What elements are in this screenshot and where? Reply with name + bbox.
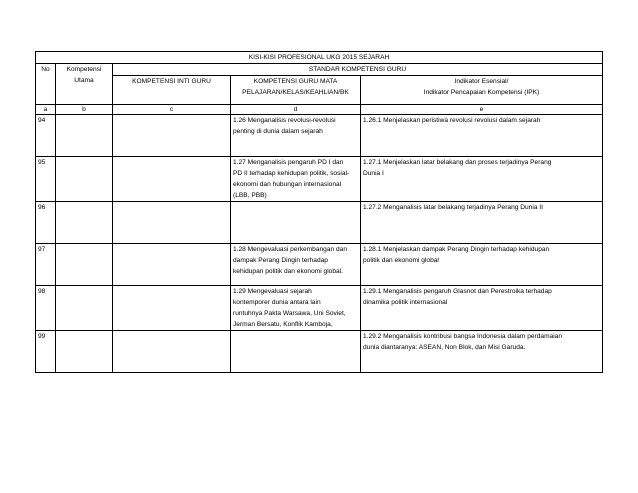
header-indikator: Indikator Esensial/ Indikator Pencapaian Kompetensi (IPK) (361, 76, 603, 105)
letter-d: d (231, 105, 361, 115)
row-indikator: 1.27.1 Menjelaskan latar belakang dan proses terjadinya Perang Dunia I (361, 157, 603, 202)
header-no: No (36, 64, 56, 105)
row-kompetensi-inti (113, 244, 231, 286)
row-kompetensi-utama (56, 115, 113, 157)
row-no: 95 (36, 157, 56, 202)
letter-b: b (56, 105, 113, 115)
row-indikator: 1.29.2 Menganalisis kontribusi bangsa Indonesia dalam perdamaian dunia diantaranya: ASEAN, Non Blok, dan Misi Garuda. (361, 331, 603, 373)
row-kompetensi-mapel: 1.29 Mengevaluasi sejarah kontemporer dunia antara lain runtuhnya Pakta Warsawa, Uni Soviet, Jerman Bersatu, Konflik Kamboja, (231, 286, 361, 331)
letter-a: a (36, 105, 56, 115)
row-indikator: 1.27.2 Menganalisis latar belakang terjadinya Perang Dunia II (361, 202, 603, 244)
row-kompetensi-mapel (231, 202, 361, 244)
letter-c: c (113, 105, 231, 115)
row-no: 98 (36, 286, 56, 331)
row-indikator: 1.26.1 Menjelaskan peristiwa revolusi revolusi dalam sejarah (361, 115, 603, 157)
row-indikator: 1.29.1 Menganalisis pengaruh Glasnot dan Perestroika terhadap dinamika politik internasional (361, 286, 603, 331)
table-row (36, 244, 603, 286)
table-row (36, 202, 603, 244)
letter-e: e (361, 105, 603, 115)
row-kompetensi-inti (113, 115, 231, 157)
row-kompetensi-utama (56, 202, 113, 244)
row-kompetensi-utama (56, 286, 113, 331)
row-kompetensi-inti (113, 157, 231, 202)
row-no: 94 (36, 115, 56, 157)
row-kompetensi-utama (56, 244, 113, 286)
row-no: 99 (36, 331, 56, 373)
row-kompetensi-mapel: 1.26 Menganalisis revolusi-revolusi penting di dunia dalam sejarah (231, 115, 361, 157)
header-kompetensi-inti: KOMPETENSI INTI GURU (113, 76, 231, 105)
table-row (36, 115, 603, 157)
row-no: 96 (36, 202, 56, 244)
table-row (36, 157, 603, 202)
row-kompetensi-mapel: 1.28 Mengevaluasi perkembangan dan dampak Perang Dingin terhadap kehidupan politik dan ekonomi global. (231, 244, 361, 286)
table-title: KISI-KISI PROFESIONAL UKG 2015 SEJARAH (36, 52, 603, 64)
row-kompetensi-utama (56, 157, 113, 202)
row-kompetensi-inti (113, 331, 231, 373)
header-kompetensi-mapel: KOMPETENSI GURU MATA PELAJARAN/KELAS/KEAHLIAN/BK (231, 76, 361, 105)
row-indikator: 1.28.1 Menjelaskan dampak Perang Dingin terhadap kehidupan politik dan ekonomi global (361, 244, 603, 286)
table-row (36, 331, 603, 373)
header-standar-kompetensi: STANDAR KOMPETENSI GURU (113, 64, 603, 76)
row-kompetensi-inti (113, 202, 231, 244)
row-kompetensi-inti (113, 286, 231, 331)
row-kompetensi-utama (56, 331, 113, 373)
table-row (36, 286, 603, 331)
kisi-kisi-table (35, 51, 603, 373)
row-kompetensi-mapel (231, 331, 361, 373)
row-kompetensi-mapel: 1.27 Menganalisis pengaruh PD I dan PD II terhadap kehidupan politik, sosial- ekonomi dan hubungan internasional (LBB, PBB) (231, 157, 361, 202)
row-no: 97 (36, 244, 56, 286)
header-kompetensi-utama: Kompetensi Utama (56, 64, 113, 105)
